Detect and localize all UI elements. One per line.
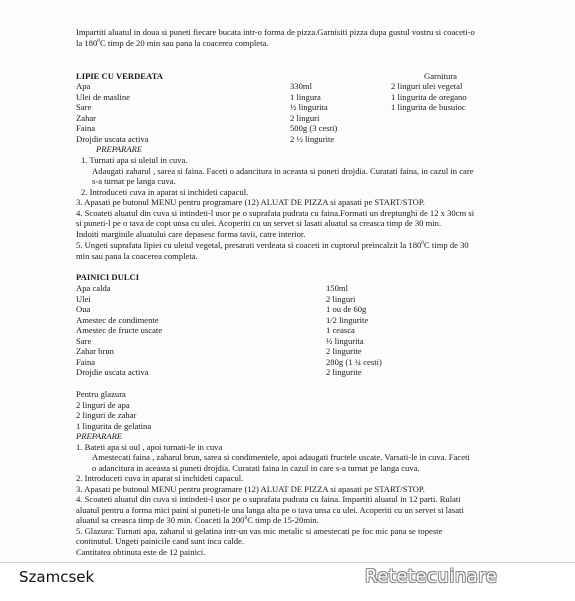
author-name: Szamcsek bbox=[19, 568, 95, 586]
garnitura-item: 2 linguri ulei vegetal bbox=[391, 81, 463, 91]
painici-title: PAINICI DULCI bbox=[76, 272, 140, 282]
ingredient-qty: 2 linguri bbox=[326, 293, 356, 304]
step-line: 2. Introduceti cuva in aparat si inchideti capacul. bbox=[81, 186, 249, 197]
lipie-preparare-heading: PREPARARE bbox=[96, 144, 143, 154]
ingredient-qty: 1 ou de 60g bbox=[326, 304, 367, 314]
step-line: 5. Glazura: Turnati apa, zaharul si gelatina intr-un vas mic metalic si amestecati pe foc mic pana se topeste bbox=[76, 525, 443, 536]
step-line: aluatul pentru a forma mici paini si puneti-le una langa alta pe o tava unsa cu ulei. Acoperiti cu un servet si lasati bbox=[76, 504, 464, 515]
ingredient-name: Amestec de fructe uscate bbox=[76, 325, 163, 335]
step-line: si puneti-l pe o tava de copt unsa cu ulei. Acoperiti cu un servet si lasati aluatul sa creasca timp de 30 min. bbox=[76, 218, 442, 228]
step-line: 5. Ungeti suprafata lipiei cu uleiul vegetal, presarati verdeata si coaceti in cuptorul preincalzit la $180^0C$ timp de 30 bbox=[76, 240, 469, 250]
ingredient-name: Ulei bbox=[76, 293, 91, 304]
ingredient-qty: 2 linguri bbox=[290, 112, 320, 123]
step-line: Amestecati faina , zaharul brun, sarea si condimentele, apoi adaugati fructele uscate. Varsati-le in cuva. Faceti bbox=[92, 452, 470, 462]
ingredient-qty: 1 lingura bbox=[290, 91, 321, 102]
ingredient-qty: 1 ceasca bbox=[326, 325, 355, 335]
ingredient-qty: 2 lingurite bbox=[326, 346, 362, 356]
watermark-logo: Retetecuinare bbox=[365, 566, 498, 587]
ingredient-qty: 2 ½ lingurite bbox=[290, 133, 335, 144]
step-line: o adancitura in aceasta si puneti drojdia. Curatati faina in cazul in care s-a turnat pe langa cuva. bbox=[92, 462, 420, 473]
garnitura-title: Garnitura bbox=[424, 71, 457, 81]
step-line: aluatul sa creasca timp de 30 min. Coaceti la $200^0C$ timp de 15-20min. bbox=[76, 515, 319, 525]
step-line: s-a turnat pe langa cuva. bbox=[92, 176, 176, 186]
step-line: min sau pana la coacerea completa. bbox=[76, 251, 198, 261]
ingredient-qty: 1/2 lingurite bbox=[326, 314, 369, 325]
glazura-heading: Pentru glazura bbox=[76, 389, 126, 399]
ingredient-name: Drojdie uscata activa bbox=[76, 133, 149, 144]
step-line: 3. Apasati pe butonul MENU pentru programare (12) ALUAT DE PIZZA si apasati pe START/STOP. bbox=[76, 197, 425, 207]
ingredient-qty: 2 lingurite bbox=[326, 367, 362, 377]
ingredient-name: Zahar bbox=[76, 112, 97, 123]
ingredient-name: Apa bbox=[76, 81, 91, 91]
step-line: continutul. Ungeti painicile cand sunt inca calde. bbox=[76, 536, 245, 546]
glazura-item: 2 linguri de apa bbox=[76, 399, 130, 410]
ingredient-name: Sare bbox=[76, 102, 92, 112]
ingredient-name: Sare bbox=[76, 335, 92, 346]
ingredient-name: Ulei de masline bbox=[76, 91, 130, 102]
intro-line-2: la $180^0C$ timp de 20 min sau pana la coacerea completa. bbox=[76, 38, 269, 48]
step-line: 4. Scoateti aluatul din cuva si intindeti-l usor pe o suprafata pudrata cu faina. Impartiti aluatul in 12 parti. Rulati bbox=[76, 494, 461, 504]
ingredient-name: Drojdie uscata activa bbox=[76, 367, 149, 377]
ingredient-name: Faina bbox=[76, 356, 96, 367]
ingredient-name: Zahar brun bbox=[76, 346, 114, 356]
ingredient-name: Oua bbox=[76, 304, 91, 314]
step-line: Adaugati zaharul , sarea si faina. Faceti o adancitura in aceasta si puneti drojdia. Curatati faina, in cazul in care bbox=[92, 165, 474, 176]
step-line: Cantitatea obtinuta este de 12 painici. bbox=[76, 546, 206, 557]
ingredient-qty: 280g (1 ¾ cesti) bbox=[326, 356, 382, 367]
ingredient-name: Amestec de condimente bbox=[76, 314, 159, 325]
step-line: 4. Scoateti aluatul din cuva si intindeti-l usor pe o suprafata pudrata cu faina.Formati un dreptunghi de 12 x 30cm si bbox=[76, 207, 475, 218]
ingredient-qty: 500g (3 cesti) bbox=[290, 123, 338, 133]
step-line: 1. Bateti apa si oul , apoi turnati-le in cuva bbox=[76, 441, 223, 452]
ingredient-qty: ½ lingurita bbox=[290, 102, 328, 112]
lipie-title: LIPIE CU VERDEATA bbox=[76, 71, 163, 81]
ingredient-qty: 330ml bbox=[290, 81, 312, 91]
painici-preparare-heading: PREPARARE bbox=[76, 431, 123, 441]
glazura-item: 1 lingurita de gelatina bbox=[76, 420, 152, 431]
ingredient-name: Apa calda bbox=[76, 283, 111, 293]
intro-line-1: Impartiti aluatul in doua si puneti fiecare bucata intr-o forma de pizza.Garnisiti pizza dupa gustul vostru si coaceti-o bbox=[76, 27, 475, 37]
ingredient-qty: 150ml bbox=[326, 283, 348, 293]
step-line: 2. Introduceti cuva in aparat si inchideti capacul. bbox=[76, 473, 244, 483]
garnitura-item: 1 lingurita de oregano bbox=[391, 91, 467, 102]
glazura-item: 2 linguri de zahar bbox=[76, 410, 137, 420]
step-line: 3. Apasati pe butonul MENU pentru programare (12) ALUAT DE PIZZA si apasati pe START/STOP. bbox=[76, 483, 425, 494]
step-line: Indoiti marginile aluatului care depasesc forma tavii, catre interior. bbox=[76, 228, 306, 239]
ingredient-qty: ½ lingurita bbox=[326, 335, 364, 346]
garnitura-item: 1 lingurita de busuioc bbox=[391, 102, 466, 112]
ingredient-name: Faina bbox=[76, 123, 96, 133]
step-line: 1. Turnati apa si uleiul in cuva. bbox=[81, 155, 188, 165]
